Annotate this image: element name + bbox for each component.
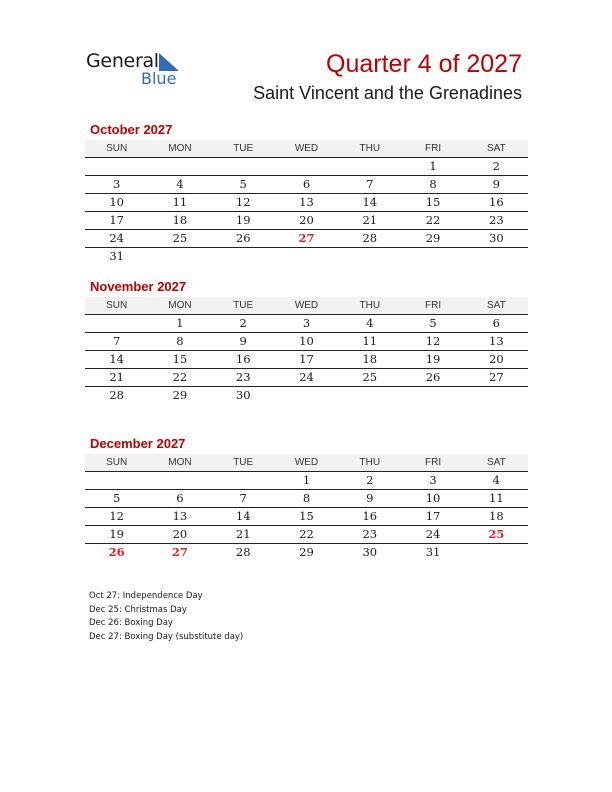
holiday-note: Dec 25: Christmas Day [89,604,187,615]
day-cell: 21 [235,527,251,541]
day-cell: 11 [172,195,188,209]
day-cell: 22 [172,370,188,384]
day-cell: 5 [429,316,437,330]
day-cell: 2 [492,159,500,173]
day-cell: 17 [299,352,314,366]
day-cell: 8 [176,334,184,348]
weekday-header: MON [168,300,192,311]
day-cell: 30 [489,231,504,245]
day-cell: 15 [425,195,441,209]
day-cell: 25 [488,527,505,541]
day-cell [212,248,275,265]
day-cell: 27 [298,231,315,245]
weekday-header: WED [294,143,319,154]
day-cell: 27 [489,370,504,384]
holiday-notes [89,590,243,644]
week-row [85,490,528,508]
day-cell: 18 [172,213,188,227]
day-cell [401,248,464,265]
day-cell [275,387,338,404]
day-cell: 2 [366,473,374,487]
month-december [85,436,528,561]
weekday-header: TUE [233,143,254,154]
day-cell: 23 [362,527,378,541]
week-row [85,194,528,212]
weekday-header: WED [294,300,319,311]
day-cell: 1 [302,473,311,487]
day-cell: 16 [235,352,251,366]
weekday-header: SUN [106,143,128,154]
day-cell: 7 [366,177,374,191]
weekday-header: SUN [106,457,128,468]
week-row [85,351,528,369]
day-cell: 12 [235,195,251,209]
week-row [85,248,528,265]
day-cell [465,387,528,404]
day-cell: 6 [302,177,311,191]
day-cell [85,158,148,175]
day-cell: 21 [362,213,378,227]
day-cell: 11 [362,334,378,348]
weekday-header: TUE [233,457,254,468]
day-cell: 31 [425,545,441,559]
day-cell: 22 [425,213,441,227]
month-title: October 2027 [90,122,173,137]
day-cell: 4 [176,177,184,191]
day-cell: 23 [489,213,504,227]
day-cell: 3 [302,316,311,330]
day-cell: 28 [235,545,251,559]
holiday-note: Dec 26: Boxing Day [89,618,173,628]
day-cell: 5 [112,491,121,505]
week-row [85,212,528,230]
day-cell: 29 [425,231,441,245]
holiday-note: Oct 27: Independence Day [89,591,203,601]
weekday-header: FRI [424,300,442,311]
day-cell: 9 [366,491,374,505]
day-cell [401,387,464,404]
week-row [85,472,528,490]
day-cell: 29 [299,545,314,559]
day-cell: 13 [489,334,504,348]
day-cell: 10 [109,195,124,209]
day-cell: 14 [362,195,378,209]
day-cell: 2 [239,316,247,330]
day-cell: 30 [362,545,378,559]
day-cell [275,248,338,265]
day-cell: 12 [425,334,441,348]
day-cell [212,158,275,175]
day-cell: 20 [489,352,504,366]
day-cell: 9 [239,334,247,348]
weekday-header-row [85,297,528,315]
weekday-header: SAT [486,143,506,154]
day-cell: 22 [299,527,314,541]
day-cell: 29 [172,388,188,402]
day-cell: 13 [172,509,188,523]
weekday-header: FRI [424,143,442,154]
weekday-header: SAT [486,300,506,311]
day-cell: 11 [489,491,504,505]
day-cell: 23 [235,370,251,384]
week-row [85,230,528,248]
weekday-header: THU [359,143,381,154]
day-cell: 24 [425,527,441,541]
day-cell: 16 [489,195,504,209]
day-cell: 4 [492,473,500,487]
weekday-header: WED [294,457,319,468]
day-cell: 24 [299,370,314,384]
day-cell: 4 [366,316,374,330]
week-row [85,333,528,351]
week-row [85,176,528,194]
weekday-header: FRI [424,457,442,468]
day-cell [148,158,211,175]
day-cell: 27 [171,545,188,559]
day-cell: 7 [239,491,247,505]
day-cell: 6 [176,491,184,505]
day-cell: 10 [425,491,441,505]
day-cell: 3 [112,177,121,191]
day-cell: 17 [109,213,124,227]
day-cell: 15 [299,509,314,523]
day-cell [338,248,401,265]
month-title: November 2027 [90,279,187,294]
page-title: Quarter 4 of 2027 [326,50,522,78]
month-october [85,122,528,265]
logo [86,50,196,90]
day-cell: 1 [429,159,437,173]
week-row [85,387,528,404]
day-cell: 20 [299,213,314,227]
week-row [85,158,528,176]
day-cell: 31 [109,249,124,263]
weekday-header-row [85,140,528,158]
day-cell: 16 [362,509,378,523]
weekday-header: TUE [233,300,254,311]
day-cell: 24 [109,231,124,245]
day-cell: 30 [235,388,251,402]
day-cell: 13 [299,195,314,209]
day-cell: 10 [299,334,314,348]
month-title: December 2027 [90,436,186,451]
day-cell: 1 [176,316,184,330]
day-cell: 26 [108,545,125,559]
day-cell: 21 [109,370,124,384]
week-row [85,315,528,333]
day-cell: 3 [429,473,437,487]
day-cell [338,158,401,175]
day-cell: 14 [235,509,251,523]
weekday-header: SUN [106,300,128,311]
day-cell [275,158,338,175]
day-cell: 8 [302,491,311,505]
day-cell [212,472,275,489]
day-cell [465,544,528,561]
logo-word-blue: Blue [141,69,177,88]
day-cell: 28 [109,388,124,402]
day-cell [85,315,148,332]
day-cell [85,472,148,489]
month-november [85,279,528,404]
day-cell: 18 [362,352,378,366]
day-cell: 20 [172,527,188,541]
day-cell: 26 [425,370,441,384]
day-cell [338,387,401,404]
day-cell: 5 [239,177,247,191]
weekday-header: THU [359,300,381,311]
day-cell: 8 [429,177,437,191]
day-cell: 25 [362,370,378,384]
weekday-header-row [85,454,528,472]
weekday-header: MON [168,143,192,154]
day-cell: 19 [109,527,124,541]
weekday-header: SAT [486,457,506,468]
day-cell: 26 [235,231,251,245]
day-cell: 12 [109,509,124,523]
page-subtitle: Saint Vincent and the Grenadines [253,83,522,103]
holiday-note: Dec 27: Boxing Day (substitute day) [89,631,244,642]
weekday-header: THU [359,457,381,468]
week-row [85,526,528,544]
week-row [85,508,528,526]
day-cell: 14 [109,352,124,366]
week-row [85,369,528,387]
day-cell: 28 [362,231,378,245]
day-cell: 6 [492,316,500,330]
day-cell [148,472,211,489]
day-cell [148,248,211,265]
weekday-header: MON [168,457,192,468]
day-cell [465,248,528,265]
day-cell: 25 [172,231,188,245]
day-cell: 19 [235,213,251,227]
week-row [85,544,528,561]
day-cell: 7 [112,334,121,348]
logo-word-general: General [86,50,159,72]
day-cell: 17 [425,509,441,523]
day-cell: 19 [425,352,441,366]
day-cell: 15 [172,352,188,366]
day-cell: 18 [489,509,504,523]
day-cell: 9 [492,177,500,191]
